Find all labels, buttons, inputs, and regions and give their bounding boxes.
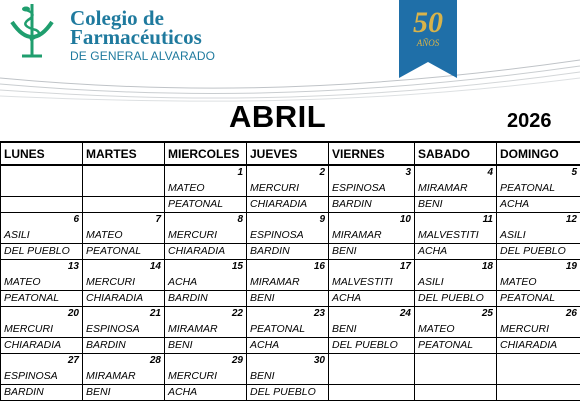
calendar-day-cell — [165, 260, 247, 307]
pharmacy-logo-icon — [6, 2, 58, 60]
cell-divider — [1, 243, 82, 244]
weekday-header: MIERCOLES — [165, 142, 247, 165]
pharmacy-on-duty-1: BENI — [332, 323, 357, 335]
cell-divider — [165, 384, 246, 385]
pharmacy-on-duty-2: ACHA — [250, 339, 280, 351]
day-number: 2 — [319, 167, 325, 178]
cell-divider — [83, 290, 164, 291]
cell-divider — [247, 384, 328, 385]
cell-divider — [1, 196, 82, 197]
cell-divider — [415, 243, 496, 244]
pharmacy-on-duty-1: MERCURI — [168, 370, 217, 382]
cell-divider — [497, 384, 580, 385]
calendar-week-row — [1, 213, 580, 260]
pharmacy-on-duty-2: DEL PUEBLO — [418, 292, 484, 304]
pharmacy-on-duty-1: MATEO — [4, 276, 41, 288]
pharmacy-on-duty-1: ASILI — [500, 229, 526, 241]
cell-divider — [247, 290, 328, 291]
cell-divider — [329, 384, 414, 385]
day-number: 1 — [237, 167, 243, 178]
pharmacy-on-duty-1: ESPINOSA — [332, 182, 386, 194]
day-number: 22 — [231, 308, 243, 319]
pharmacy-on-duty-2: BARDIN — [4, 386, 44, 398]
pharmacy-on-duty-1: ASILI — [418, 276, 444, 288]
pharmacy-on-duty-2: BENI — [332, 245, 357, 257]
pharmacy-on-duty-1: MIRAMAR — [250, 276, 300, 288]
calendar-table — [0, 141, 580, 401]
day-number: 27 — [67, 355, 79, 366]
pharmacy-on-duty-2: BENI — [86, 386, 111, 398]
cell-divider — [83, 196, 164, 197]
pharmacy-on-duty-1: ESPINOSA — [250, 229, 304, 241]
day-number: 29 — [231, 355, 243, 366]
calendar-day-cell — [1, 260, 83, 307]
header — [0, 0, 580, 104]
pharmacy-on-duty-1: MERCURI — [168, 229, 217, 241]
day-number: 28 — [149, 355, 161, 366]
pharmacy-on-duty-2: DEL PUEBLO — [4, 245, 70, 257]
pharmacy-on-duty-1: MALVESTITI — [332, 276, 393, 288]
cell-divider — [83, 337, 164, 338]
pharmacy-on-duty-1: MIRAMAR — [168, 323, 218, 335]
calendar-day-cell — [415, 165, 497, 213]
calendar-day-cell — [83, 165, 165, 213]
pharmacy-on-duty-1: MIRAMAR — [332, 229, 382, 241]
weekday-header: MARTES — [83, 142, 165, 165]
calendar-day-cell — [497, 213, 580, 260]
day-number: 12 — [565, 214, 577, 225]
day-number: 10 — [399, 214, 411, 225]
calendar-day-cell — [165, 165, 247, 213]
cell-divider — [415, 384, 496, 385]
calendar-day-cell — [247, 165, 329, 213]
calendar-day-cell — [1, 354, 83, 401]
day-number: 18 — [481, 261, 493, 272]
weekday-header: LUNES — [1, 142, 83, 165]
day-number: 17 — [399, 261, 411, 272]
org-name-line1: Colegio de — [70, 6, 164, 30]
pharmacy-on-duty-2: BARDIN — [86, 339, 126, 351]
calendar-day-cell — [83, 354, 165, 401]
pharmacy-on-duty-1: MATEO — [86, 229, 123, 241]
pharmacy-on-duty-2: ACHA — [500, 198, 530, 210]
cell-divider — [329, 290, 414, 291]
weekday-header: VIERNES — [329, 142, 415, 165]
pharmacy-on-duty-2: BENI — [168, 339, 193, 351]
pharmacy-on-duty-1: MIRAMAR — [418, 182, 468, 194]
pharmacy-on-duty-1: MERCURI — [4, 323, 53, 335]
calendar-day-cell — [247, 307, 329, 354]
pharmacy-on-duty-2: DEL PUEBLO — [500, 245, 566, 257]
cell-divider — [1, 290, 82, 291]
day-number: 25 — [481, 308, 493, 319]
org-name-line3: DE GENERAL ALVARADO — [70, 49, 216, 63]
pharmacy-on-duty-2: PEATONAL — [4, 292, 60, 304]
pharmacy-on-duty-2: PEATONAL — [418, 339, 474, 351]
calendar-day-cell — [1, 213, 83, 260]
year-label: 2026 — [507, 110, 552, 132]
day-number: 8 — [237, 214, 243, 225]
pharmacy-on-duty-1: MERCURI — [500, 323, 549, 335]
cell-divider — [1, 384, 82, 385]
day-number: 19 — [565, 261, 577, 272]
calendar-day-cell — [83, 307, 165, 354]
cell-divider — [247, 196, 328, 197]
weekday-header: JUEVES — [247, 142, 329, 165]
cell-divider — [497, 243, 580, 244]
day-number: 20 — [67, 308, 79, 319]
calendar-week-row — [1, 307, 580, 354]
pharmacy-on-duty-2: CHIARADIA — [250, 198, 308, 210]
pharmacy-on-duty-2: ACHA — [332, 292, 362, 304]
pharmacy-on-duty-2: BARDIN — [250, 245, 290, 257]
day-number: 7 — [155, 214, 161, 225]
calendar-day-cell — [247, 354, 329, 401]
day-number: 9 — [319, 214, 325, 225]
pharmacy-on-duty-2: PEATONAL — [168, 198, 224, 210]
calendar-day-cell — [415, 213, 497, 260]
cell-divider — [165, 290, 246, 291]
weekday-header: SABADO — [415, 142, 497, 165]
pharmacy-on-duty-1: PEATONAL — [250, 323, 306, 335]
calendar-day-cell — [329, 354, 415, 401]
anniversary-badge — [397, 0, 459, 78]
day-number: 5 — [571, 167, 577, 178]
pharmacy-on-duty-2: ACHA — [168, 386, 198, 398]
calendar-day-cell — [1, 307, 83, 354]
day-number: 30 — [313, 355, 325, 366]
pharmacy-on-duty-1: MERCURI — [86, 276, 135, 288]
calendar-day-cell — [165, 307, 247, 354]
cell-divider — [497, 290, 580, 291]
calendar-week-row — [1, 354, 580, 401]
day-number: 4 — [487, 167, 493, 178]
calendar-day-cell — [329, 165, 415, 213]
cell-divider — [415, 337, 496, 338]
badge-word: AÑOS — [416, 38, 440, 48]
pharmacy-on-duty-1: ASILI — [4, 229, 30, 241]
pharmacy-on-duty-1: MERCURI — [250, 182, 299, 194]
calendar-day-cell — [497, 165, 580, 213]
pharmacy-on-duty-1: ESPINOSA — [4, 370, 58, 382]
cell-divider — [329, 337, 414, 338]
pharmacy-on-duty-2: DEL PUEBLO — [332, 339, 398, 351]
pharmacy-on-duty-1: MATEO — [418, 323, 455, 335]
cell-divider — [83, 243, 164, 244]
calendar-day-cell — [165, 354, 247, 401]
day-number: 15 — [231, 261, 243, 272]
badge-number: 50 — [413, 6, 443, 39]
day-number: 13 — [67, 261, 79, 272]
pharmacy-on-duty-1: MALVESTITI — [418, 229, 479, 241]
cell-divider — [415, 196, 496, 197]
day-number: 6 — [73, 214, 79, 225]
pharmacy-on-duty-2: BARDIN — [332, 198, 372, 210]
calendar-day-cell — [83, 213, 165, 260]
calendar-day-cell — [165, 213, 247, 260]
cell-divider — [415, 290, 496, 291]
calendar-day-cell — [497, 307, 580, 354]
cell-divider — [165, 196, 246, 197]
calendar-day-cell — [247, 213, 329, 260]
calendar-day-cell — [329, 307, 415, 354]
calendar-day-cell — [415, 354, 497, 401]
cell-divider — [83, 384, 164, 385]
pharmacy-on-duty-1: MATEO — [168, 182, 205, 194]
pharmacy-on-duty-2: CHIARADIA — [500, 339, 558, 351]
pharmacy-on-duty-2: CHIARADIA — [4, 339, 62, 351]
day-number: 11 — [482, 214, 493, 225]
cell-divider — [165, 243, 246, 244]
cell-divider — [1, 337, 82, 338]
day-number: 3 — [405, 167, 411, 178]
calendar-day-cell — [247, 260, 329, 307]
cell-divider — [165, 337, 246, 338]
calendar-day-cell — [415, 307, 497, 354]
day-number: 21 — [149, 308, 161, 319]
pharmacy-on-duty-2: BARDIN — [168, 292, 208, 304]
calendar-day-cell — [83, 260, 165, 307]
pharmacy-on-duty-2: CHIARADIA — [86, 292, 144, 304]
weekday-header-row — [1, 142, 580, 165]
calendar-day-cell — [1, 165, 83, 213]
calendar-week-row — [1, 260, 580, 307]
pharmacy-on-duty-1: MATEO — [500, 276, 537, 288]
pharmacy-on-duty-2: CHIARADIA — [168, 245, 226, 257]
calendar-day-cell — [329, 260, 415, 307]
cell-divider — [497, 337, 580, 338]
pharmacy-on-duty-2: BENI — [418, 198, 443, 210]
pharmacy-on-duty-2: ACHA — [418, 245, 448, 257]
cell-divider — [247, 337, 328, 338]
pharmacy-on-duty-2: BENI — [250, 292, 275, 304]
pharmacy-on-duty-1: MIRAMAR — [86, 370, 136, 382]
calendar-day-cell — [329, 213, 415, 260]
day-number: 23 — [313, 308, 325, 319]
pharmacy-on-duty-1: BENI — [250, 370, 275, 382]
day-number: 14 — [149, 261, 161, 272]
day-number: 24 — [399, 308, 411, 319]
pharmacy-on-duty-1: ESPINOSA — [86, 323, 140, 335]
calendar-day-cell — [497, 354, 580, 401]
calendar-day-cell — [415, 260, 497, 307]
day-number: 26 — [565, 308, 577, 319]
pharmacy-on-duty-2: PEATONAL — [500, 292, 556, 304]
cell-divider — [329, 243, 414, 244]
cell-divider — [329, 196, 414, 197]
org-name-line2: Farmacéuticos — [70, 25, 202, 49]
calendar-week-row — [1, 165, 580, 213]
cell-divider — [497, 196, 580, 197]
pharmacy-on-duty-1: ACHA — [168, 276, 198, 288]
weekday-header: DOMINGO — [497, 142, 580, 165]
cell-divider — [247, 243, 328, 244]
month-title: ABRIL — [229, 99, 327, 134]
day-number: 16 — [313, 261, 325, 272]
pharmacy-on-duty-2: DEL PUEBLO — [250, 386, 316, 398]
calendar-day-cell — [497, 260, 580, 307]
pharmacy-on-duty-1: PEATONAL — [500, 182, 556, 194]
pharmacy-on-duty-2: PEATONAL — [86, 245, 142, 257]
